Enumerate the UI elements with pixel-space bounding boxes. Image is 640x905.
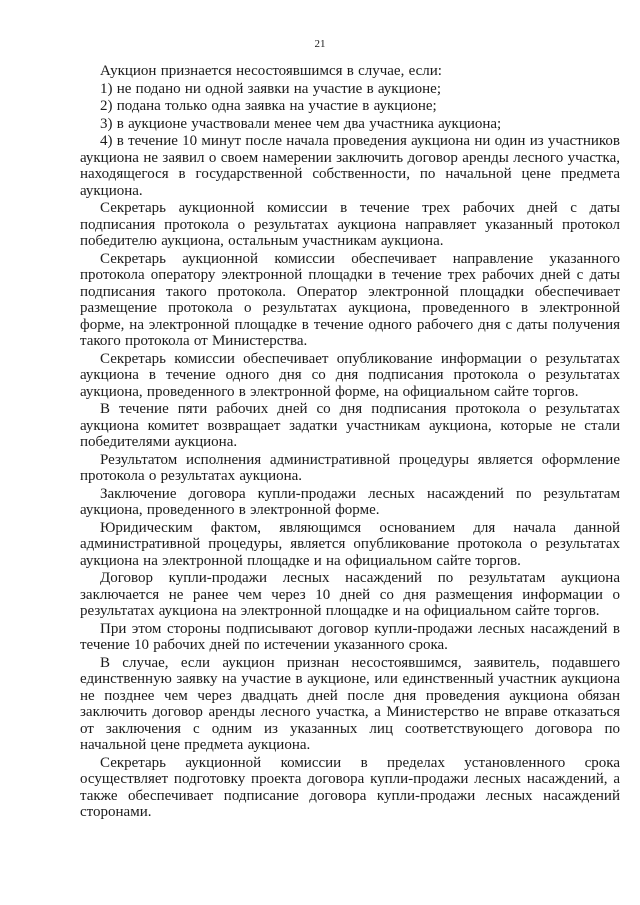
list-item-condition-2: 2) подана только одна заявка на участие в аукционе; bbox=[100, 98, 437, 114]
list-item-condition-3: 3) в аукционе участвовали менее чем два участника аукциона; bbox=[100, 115, 502, 132]
list-item-condition-1: 1) не подано ни одной заявки на участие в аукционе; bbox=[100, 80, 441, 97]
page-number: 21 bbox=[314, 38, 326, 50]
paragraph-deposit-return: В течение пяти рабочих дней со дня подписания протокола о результатах аукциона комитет возвращает задатки участникам аукциона, которые не стали победителями аукциона. bbox=[80, 401, 620, 450]
document-body bbox=[80, 63, 620, 822]
paragraph-publication: Секретарь комиссии обеспечивает опубликование информации о результатах аукциона в течение одного дня со дня подписания протокола о результатах аукциона, проведенного в электронной форме, на официальном сайте торгов. bbox=[80, 350, 620, 400]
list-item-condition-4: 4) в течение 10 минут после начала проведения аукциона ни один из участников аукциона не заявил о своем намерении заключить договор аренды лесного участка, находящегося в государственной собственности, по начальной цене предмета аукциона. bbox=[80, 133, 620, 199]
paragraph-auction-failed-intro: Аукцион признается несостоявшимся в случае, если: bbox=[100, 63, 442, 79]
paragraph-secretary-operator: Секретарь аукционной комиссии обеспечивает направление указанного протокола оператору электронной площадки в течение трех рабочих дней с даты подписания такого протокола. Оператор электронной площадки обеспечивает размещение протокола о результатах аукциона, проведенного в электронной форме, на электронной площадке в течение одного рабочего дня с даты получения такого протокола от Министерства. bbox=[80, 250, 620, 349]
paragraph-contract-heading: Заключение договора купли-продажи лесных насаждений по результатам аукциона, проведенного в электронной форме. bbox=[80, 485, 620, 518]
paragraph-procedure-result: Результатом исполнения административной процедуры является оформление протокола о результатах аукциона. bbox=[80, 451, 620, 484]
paragraph-failed-auction-case: В случае, если аукцион признан несостоявшимся, заявитель, подавшего единственную заявку на участие в аукционе, или единственный участник аукциона не позднее чем через двадцать дней после дня проведения аукциона обязан заключить договор аренды лесного участка, а Министерство не вправе отказаться от заключения с одним из указанных лиц соответствующего договора по начальной цене предмета аукциона. bbox=[80, 654, 620, 753]
paragraph-secretary-prepares-contract: Секретарь аукционной комиссии в пределах установленного срока осуществляет подготовку проекта договора купли-продажи лесных насаждений, а также обеспечивает подписание договора купли-продажи лесных насаждений сторонами. bbox=[80, 754, 620, 820]
paragraph-secretary-sends-protocol: Секретарь аукционной комиссии в течение трех рабочих дней с даты подписания протокола о результатах аукциона направляет указанный протокол победителю аукциона, остальным участникам аукциона. bbox=[80, 200, 620, 249]
paragraph-contract-timing: Договор купли-продажи лесных насаждений по результатам аукциона заключается не ранее чем через 10 дней со дня размещения информации о результатах аукциона на электронной площадке и на официальном сайте торгов. bbox=[80, 570, 620, 619]
paragraph-legal-fact: Юридическим фактом, являющимся основанием для начала данной административной процедуры, является опубликование протокола о результатах аукциона на электронной площадке и на официальном сайте торгов. bbox=[80, 519, 620, 569]
paragraph-signing-period: При этом стороны подписывают договор купли-продажи лесных насаждений в течение 10 рабочих дней по истечении указанного срока. bbox=[80, 620, 620, 653]
